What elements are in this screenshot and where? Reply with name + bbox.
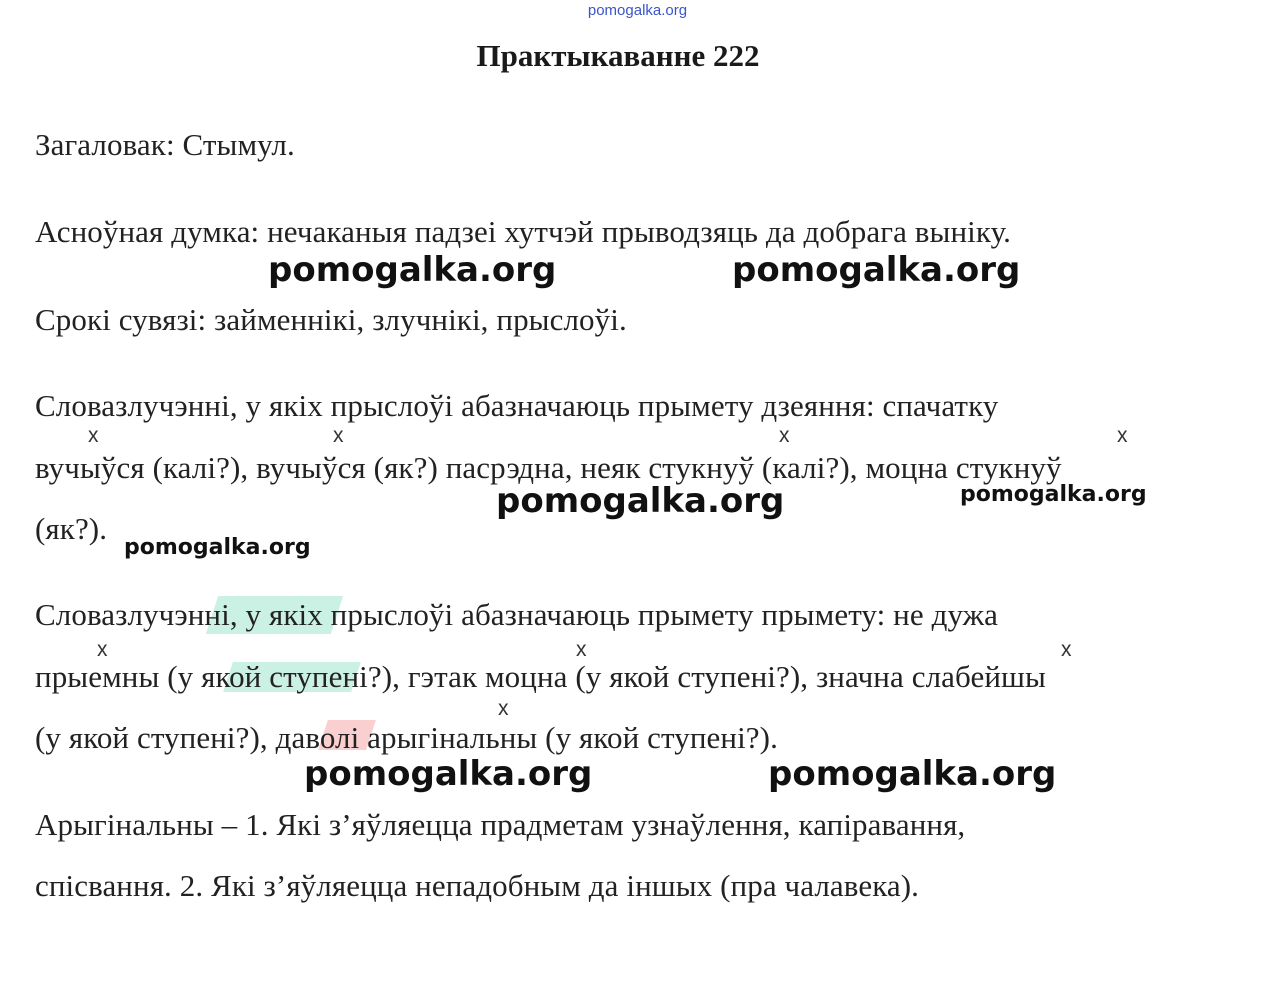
- links-line: Срокі сувязі: займеннікі, злучнікі, прыслоўі.: [35, 302, 627, 337]
- x-mark: x: [498, 697, 509, 720]
- x-mark: x: [97, 638, 108, 661]
- watermark: pomogalka.org: [768, 754, 1057, 794]
- watermark: pomogalka.org: [496, 481, 785, 521]
- definition-line2: спісвання. 2. Які з’яўляецца непадобным да іншых (пра чалавека).: [35, 868, 920, 903]
- definition-line1: Арыгінальны – 1. Які з’яўляецца прадметам узнаўлення, капіравання,: [35, 807, 966, 842]
- x-mark: x: [88, 424, 99, 447]
- page-title: Практыкаванне 222: [476, 38, 760, 73]
- x-mark: x: [576, 638, 587, 661]
- paragraph2-line2: прыемны (у якой ступені?), гэтак моцна (у якой ступені?), значна слабейшы: [35, 659, 1046, 694]
- heading-line: Загаловак: Стымул.: [35, 127, 295, 162]
- x-mark: x: [779, 424, 790, 447]
- paragraph1-line3: (як?).: [35, 511, 108, 546]
- paragraph1-line2: вучыўся (калі?), вучыўся (як?) пасрэдна, неяк стукнуў (калі?), моцна стукнуў: [35, 450, 1062, 485]
- watermark: pomogalka.org: [268, 250, 557, 290]
- x-mark: x: [1061, 638, 1072, 661]
- paragraph2-line1: Словазлучэнні, у якіх прыслоўі абазначаюць прымету прымету: не дужа: [35, 597, 999, 632]
- paragraph1-line1: Словазлучэнні, у якіх прыслоўі абазначаюць прымету дзеяння: спачатку: [35, 388, 999, 423]
- watermark: pomogalka.org: [124, 535, 311, 560]
- watermark: pomogalka.org: [304, 754, 593, 794]
- watermark: pomogalka.org: [732, 250, 1021, 290]
- x-mark: x: [333, 424, 344, 447]
- paragraph2-line3: (у якой ступені?), даволі арыгінальны (у якой ступені?).: [35, 720, 778, 755]
- main-idea-line: Асноўная думка: нечаканыя падзеі хутчэй прыводзяць да добрага выніку.: [35, 214, 1011, 249]
- x-mark: x: [1117, 424, 1128, 447]
- top-watermark: pomogalka.org: [587, 2, 688, 19]
- watermark: pomogalka.org: [960, 482, 1147, 507]
